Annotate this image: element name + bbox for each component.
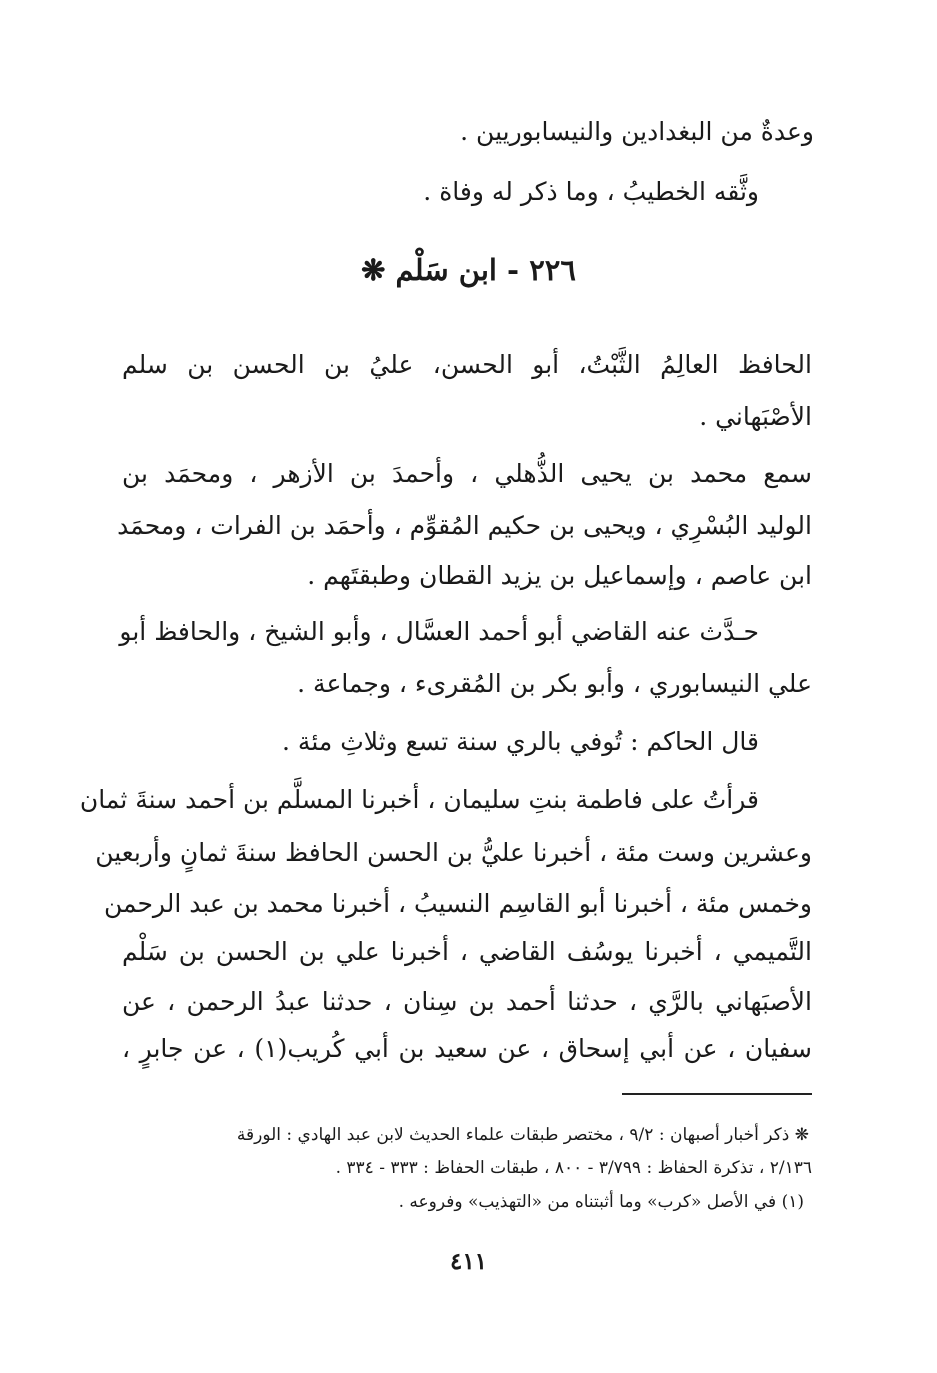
paragraph-5-line-3: وخمس مئة ، أخبرنا أبو القاسِم النسيبُ ، أخبرنا محمد بن عبد الرحمن [103,889,812,918]
paragraph-1-line-1: الحافظ العالِمُ الثَّبْتُ، أبو الحسن، عليُ بن الحسن بن سلم [122,350,812,379]
paragraph-5-line-6: سفيان ، عن أبي إسحاق ، عن سعيد بن أبي كُريب(١) ، عن جابرٍ ، [122,1034,812,1063]
paragraph-5-line-4: التَّميمي ، أخبرنا يوسُف القاضي ، أخبرنا علي بن الحسن بن سَلْم [122,937,812,966]
footnote-sources-line-1: ❋ ذكر أخبار أصبهان : ٩/٢ ، مختصر طبقات علماء الحديث لابن عبد الهادي : الورقة [236,1125,809,1145]
paragraph-5-line-2: وعشرين وست مئة ، أخبرنا عليُّ بن الحسن الحافظ سنةَ ثمانٍ وأربعين [95,838,812,867]
paragraph-4-line-1: قال الحاكم : تُوفي بالري سنة تسع وثلاثِ مئة . [282,727,759,756]
page-number: ٤١١ [449,1248,488,1275]
paragraph-3-line-1: حـدَّث عنه القاضي أبو أحمد العسَّال ، وأبو الشيخ ، والحافظ أبو [119,617,759,646]
continuation-line-1: وعدةٌ من البغدادين والنيسابوريين . [460,117,814,146]
paragraph-1-line-2: الأصْبَهاني . [699,402,812,431]
paragraph-5-line-5: الأصبَهاني بالرَّي ، حدثنا أحمد بن سِنان ، حدثنا عبدُ الرحمن ، عن [122,987,812,1016]
paragraph-3-line-2: علي النيسابوري ، وأبو بكر بن المُقرىء ، وجماعة . [297,669,812,698]
footnote-1: (١) في الأصل «كرب» وما أثبتناه من «التهذيب» وفروعه . [398,1192,804,1212]
paragraph-2-line-2: الوليد البُسْرِي ، ويحيى بن حكيم المُقوِّم ، وأحمَد بن الفرات ، ومحمَد [117,511,812,540]
footnote-separator [622,1093,812,1095]
paragraph-5-line-1: قرأتُ على فاطمة بنتِ سليمان ، أخبرنا المسلَّم بن أحمد سنةَ ثمان [79,785,759,814]
paragraph-2-line-3: ابن عاصم ، وإسماعيل بن يزيد القطان وطبقتَهم . [307,561,812,590]
continuation-line-2: وثَّقه الخطيبُ ، وما ذكر له وفاة . [423,177,759,206]
footnote-sources-line-2: ٢/١٣٦ ، تذكرة الحفاظ : ٣/٧٩٩ - ٨٠٠ ، طبقات الحفاظ : ٣٣٣ - ٣٣٤ . [335,1158,812,1178]
paragraph-2-line-1: سمع محمد بن يحيى الذُّهلي ، وأحمدَ بن الأزهر ، ومحمَد بن [122,459,812,488]
entry-heading: ٢٢٦ - ابن سَلْم ❋ [361,253,576,287]
